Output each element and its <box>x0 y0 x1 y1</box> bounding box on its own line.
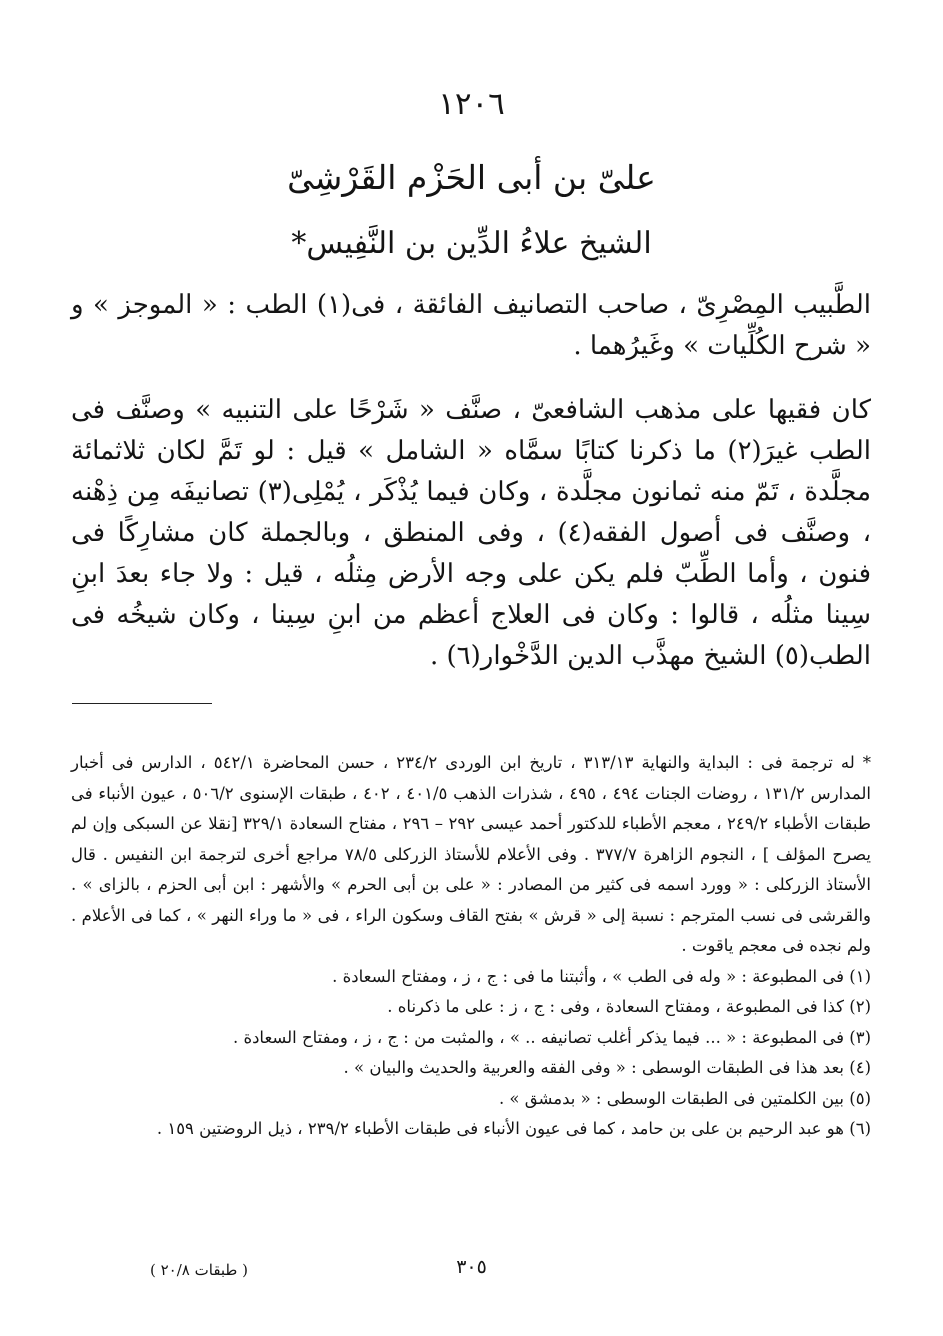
printer-signature-mark: ( طبقات ٢٠/٨ ) <box>150 1261 248 1279</box>
main-paragraph: كان فقيها على مذهب الشافعىّ ، صنَّف « شَرْحًا على التنبيه » وصنَّف فى الطب غيرَ(٢) ما ذكرنا كتابًا سمَّاه « الشامل » قيل : لو تَمَّ لكان ثلاثمائة مجلَّدة ، تَمّ منه ثمانون مجلَّدة ، وكان فيما يُذْكَر ، يُمْلِى(٣) تصانيفَه مِن ذِهْنه ، وصنَّف فى أصول الفقه(٤) ، وفى المنطق ، وبالجملة كان مشارِكًا فى فنون ، وأما الطِّبّ فلم يكن على وجه الأرض مِثلُه ، قيل : ولا جاء بعدَ ابنِ سِينا مثلُه ، قالوا : وكان فى العلاج أعظم من ابنِ سِينا ، وكان شيخُه فى الطب(٥) الشيخ مهذَّب الدين الدَّخْوار(٦) . <box>71 395 872 671</box>
entry-title-heading: الشيخ علاءُ الدِّين بن النَّفِيس* <box>291 226 652 261</box>
intro-paragraph: الطَّبيب المِصْرِىّ ، صاحب التصانيف الفائقة ، فى(١) الطب : « الموجز » و « شرح الكُلِّيات » وغَيرُهما . <box>71 290 871 361</box>
footnote-item: (٣) فى المطبوعة : « ... فيما يذكر أغلب تصانيفه .. » ، والمثبت من : ج ، ز ، ومفتاح السعادة . <box>232 1027 871 1047</box>
entry-number: ١٢٠٦ <box>438 86 505 122</box>
footnotes-section <box>71 748 871 1145</box>
footnote-item: (٥) بين الكلمتين فى الطبقات الوسطى : « بدمشق » . <box>498 1088 871 1108</box>
footnote-item: (٢) كذا فى المطبوعة ، ومفتاح السعادة ، وفى : ج ، ز : على ما ذكرناه . <box>387 997 871 1016</box>
page-number: ٣٠٥ <box>456 1256 487 1278</box>
footnote-separator-rule <box>72 703 212 704</box>
footnote-item: (٤) بعد هذا فى الطبقات الوسطى : « وفى الفقه والعربية والحديث والبيان » . <box>343 1058 871 1077</box>
footnote-item: (٦) هو عبد الرحيم بن على بن حامد ، كما فى عيون الأنباء فى طبقات الأطباء ٢٣٩/٢ ، ذيل الروضتين ١٥٩ . <box>156 1119 871 1138</box>
entry-name-heading: علىّ بن أبى الحَزْم القَرْشِىّ <box>287 158 656 197</box>
footnote-item: (١) فى المطبوعة : « وله فى الطب » ، وأثبتنا ما فى : ج ، ز ، ومفتاح السعادة . <box>332 966 871 986</box>
biography-sources-note: * له ترجمة فى : البداية والنهاية ٣١٣/١٣ ، تاريخ ابن الوردى ٢٣٤/٢ ، حسن المحاضرة ٥٤٢/١ ، الدارس فى أخبار المدارس ١٣١/٢ ، روضات الجنات ٤٩٤ ، ٤٩٥ ، شذرات الذهب ٤٠١/٥ ، ٤٠٢ ، طبقات الإسنوى ٥٠٦/٢ ، عيون الأنباء فى طبقات الأطباء ٢٤٩/٢ ، معجم الأطباء للدكتور أحمد عيسى ٢٩٢ – ٢٩٦ ، مفتاح السعادة ٣٢٩/١ [نقلا عن السبكى وإن لم يصرح المؤلف ] ، النجوم الزاهرة ٣٧٧/٧ . وفى الأعلام للأستاذ الزركلى ٧٨/٥ مراجع أخرى لترجمة ابن النفيس . قال الأستاذ الزركلى : « وورد اسمه فى كثير من المصادر : « على بن أبى الحرم » والأشهر : ابن أبى الحزم ، بالزاى » . والقرشى فى نسب المترجم : نسبة إلى « قرش » بفتح القاف وسكون الراء ، فى « ما وراء النهر » ، كما فى الأعلام . ولم نجده فى معجم ياقوت . <box>71 753 872 955</box>
